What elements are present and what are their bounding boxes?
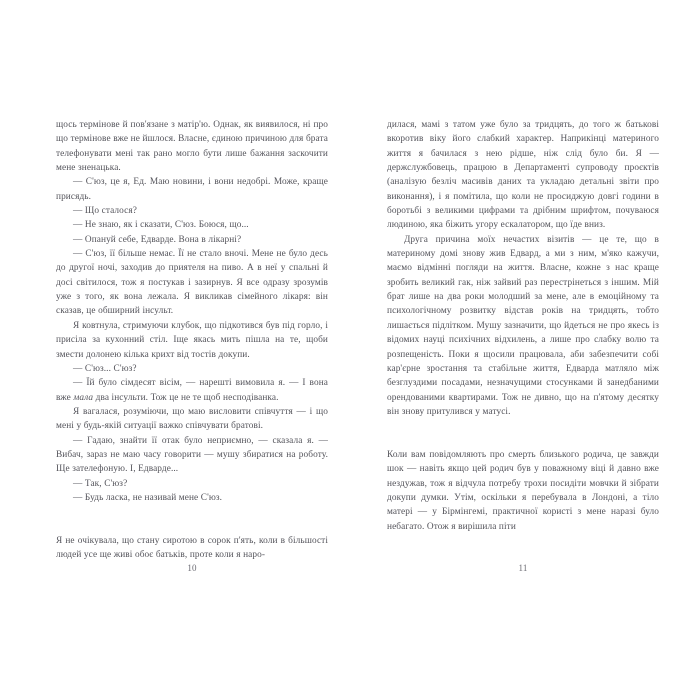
paragraph: Друга причина моїх нечастих візитів — це те, що в материному домі знову жив Едвард, а ми з ним, м'яко кажучи, маємо відмінні погляди на життя. Власне, кожне з нас краще зробить великий гак, ніж зайвий раз перестрінеться з іншим. Мій брат лише на два роки молодший за мене, але в емоційному та психологічному розвитку відстав років на тридцять, тобто лишається підлітком. Мушу зазначити, що йдеться не про якесь із відомих науці психічних відхилень, а лише про слабку волю та розпещеність. Поки я щосили працювала, аби забезпечити собі кар'єрне зростання та стабільне життя, Едварда матляло між безглуздими посадами, незначущими стосунками й занедбаними орендованими квартирами. Тож не дивно, що на п'ятому десятку він знову притулився у матусі.	[387, 234, 659, 417]
paragraph-dialogue: — Опануй себе, Едварде. Вона в лікарні?	[73, 234, 242, 245]
dialogue-text-before: — Їй було сімдесят вісім, — нарешті вимовила я. — І вона вже	[56, 378, 328, 403]
paragraph-dialogue: — Гадаю, знайти її отак було неприємно, — сказала я. — Вибач, зараз не маю часу говорити — мушу збиратися на роботу. Ще зателефоную. І, Едварде...	[56, 435, 328, 475]
paragraph-dialogue: — Не знаю, як і сказати, С'юз. Боюся, що...	[73, 220, 249, 231]
page-number-right: 11	[518, 563, 528, 573]
page-right	[387, 118, 659, 534]
dialogue-text-after: два інсульти. Тож це не те щоб несподіванка.	[93, 392, 279, 403]
paragraph-dialogue: — Будь ласка, не називай мене С'юз.	[73, 492, 223, 503]
paragraph-dialogue: — С'юз, її більше немає. Її не стало вночі. Мене не було десь до другої ночі, заходив до приятеля на пиво. А в неї у спальні й досі світилося, тож я постукав і зазирнув. Я все одразу зрозумів уже з того, як вона лежала. Я викликав сімейного лікаря: він сказав, це обширний інсульт.	[56, 249, 328, 317]
paragraph-section-start: Я не очікувала, що стану сиротою в сорок п'ять, коли в більшості людей усе ще живі обоє батьків, проте коли я наро-	[56, 535, 328, 561]
section-break	[56, 505, 328, 534]
paragraph-dialogue: — С'юз, це я, Ед. Маю новини, і вони недобрі. Може, краще присядь.	[56, 177, 328, 202]
emphasis-word: мала	[73, 392, 94, 403]
page-number-left: 10	[187, 563, 197, 573]
page-left	[56, 118, 328, 563]
paragraph-dialogue: — Що сталося?	[73, 206, 137, 217]
paragraph-dialogue: — Так, С'юз?	[73, 478, 128, 489]
paragraph: щось термінове й пов'язане з матір'ю. Однак, як виявилося, ні про що термінове вже не йшлося. Власне, єдиною причиною для брата телефонувати мені так рано могло бути лише бажання заскочити мене зненацька.	[56, 120, 328, 174]
page-right-text-block	[387, 118, 659, 534]
page-left-text-block	[56, 118, 328, 563]
paragraph: Я вагалася, розуміючи, що маю висловити співчуття — і що мені у будь-якій ситуації важко співчувати братові.	[56, 406, 328, 432]
paragraph-dialogue: — С'юз... С'юз?	[73, 363, 137, 374]
section-break	[387, 419, 659, 448]
paragraph-dialogue-italic	[56, 376, 328, 405]
paragraph: Я ковтнула, стримуючи клубок, що підкотився був під горло, і присіла за кухонний стіл. Іще якась мить пішла на те, щоби змести долонею кілька крихт від тостів докупи.	[56, 320, 328, 360]
paragraph: дилася, мамі з татом уже було за тридцять, до того ж батькові вкоротив віку його слабкий характер. Наприкінці материного життя я бачилася з нею рідше, ніж слід було би. Я — держслужбовець, працюю в Департаменті супроводу проєктів (аналізую безліч масивів даних та укладаю детальні звіти про виконання), і я помітила, що коли не просиджую довгі години в боротьбі з великими цифрами та дрібним шрифтом, почуваюся людиною, яка біжить угору ескалатором, що їде вниз.	[387, 120, 659, 231]
paragraph-section-start: Коли вам повідомляють про смерть близького родича, це завжди шок — навіть якщо цей родич був у поважному віці й давно вже нездужав, тож я відчула потребу трохи посидіти мовчки й зібрати докупи думки. Утім, оскільки я перебувала в Лондоні, а тіло матері — у Бірмінгемі, практичної користі з мене наразі було небагато. Отож я вирішила піти	[387, 449, 659, 532]
